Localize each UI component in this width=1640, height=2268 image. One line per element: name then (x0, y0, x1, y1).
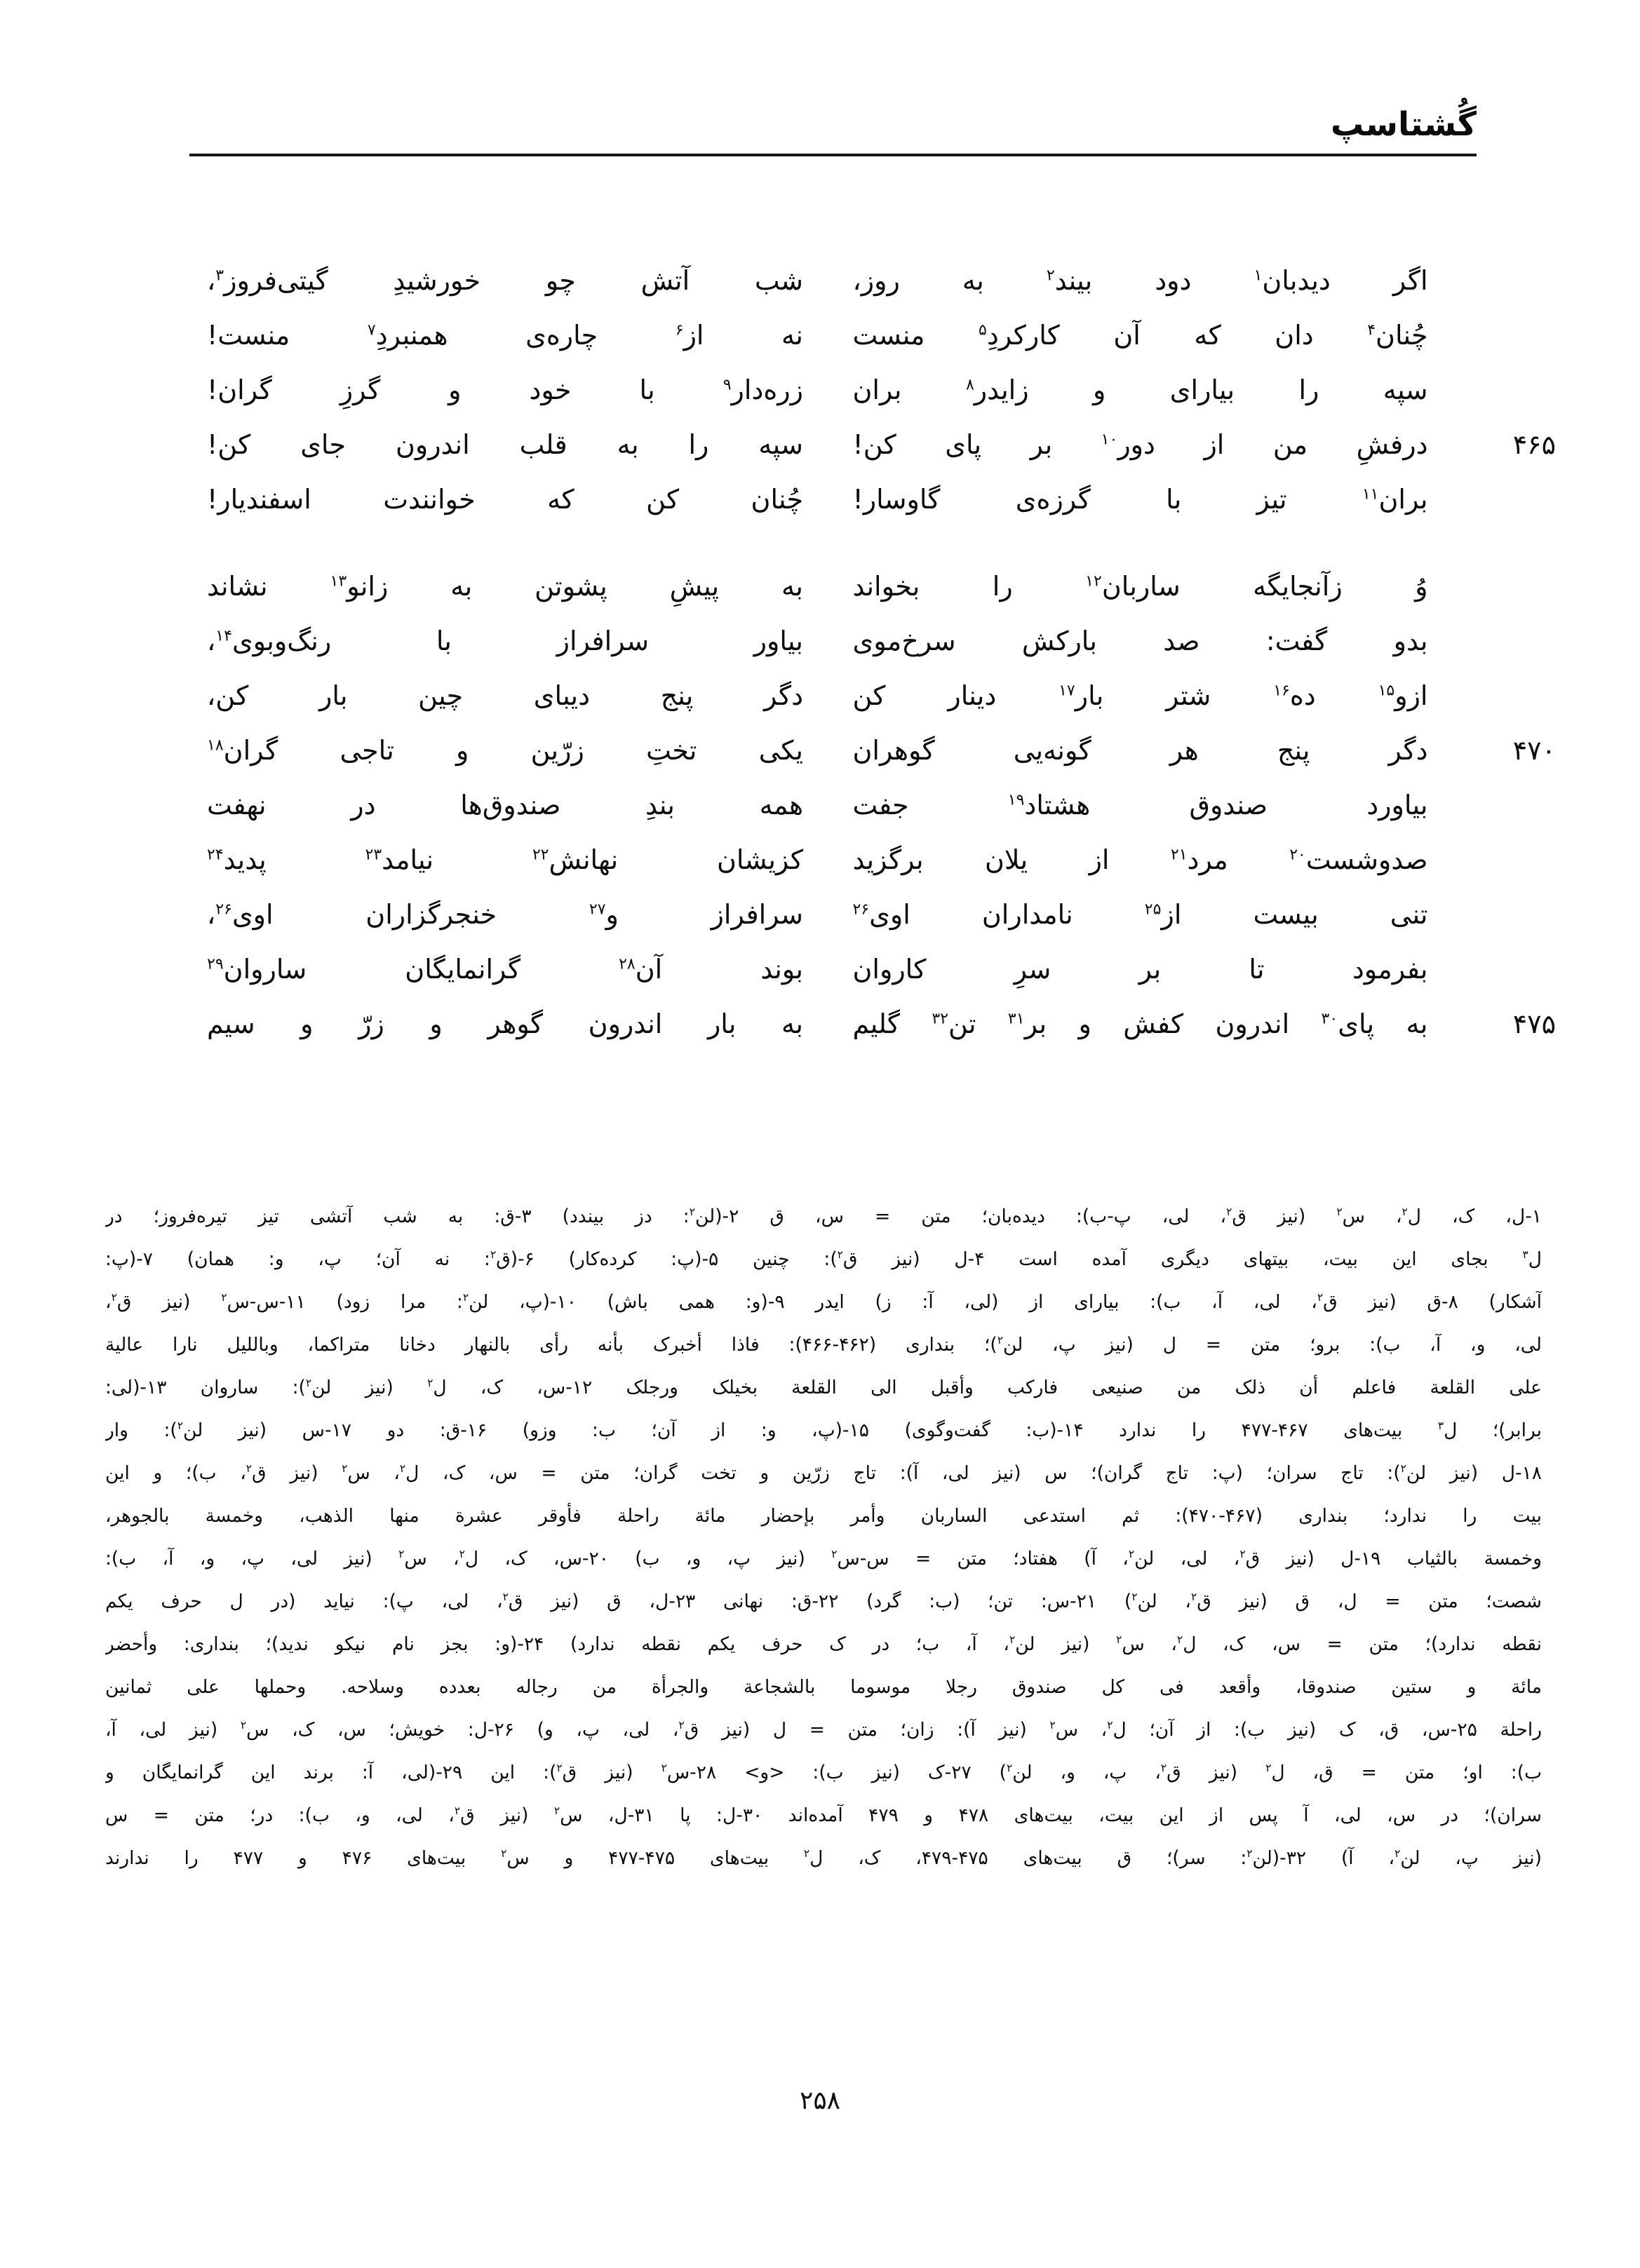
verse-number (1477, 559, 1556, 614)
verse-number (1477, 778, 1556, 832)
page-title: گُشتاسپ (1331, 105, 1477, 144)
couplet-row (207, 417, 1556, 472)
footnote-line: راحلة ۲۵-س، ق، ک (نیز ب): از آن؛ ل$^۲$، س$^۲$ (نیز آ): زان؛ متن = ل (نیز ق$^۲$، لی، پ، و) ۲۶-ل: خویش؛ س، ک، س$^۲$ (نیز لی، آ، (105, 1719, 1542, 1741)
footnote-line: سران)؛ در س، لی، آ پس از این بیت، بیت‌های ۴۷۸ و ۴۷۹ آمده‌اند ۳۰-ل: پا ۳۱-ل، س$^۲$ (نیز ق$^۲$، لی، و، ب): در؛ متن = س (105, 1804, 1542, 1826)
hemistich-right: اگر دیدبان$^۱$ دود بیند$^۲$ به روز، (852, 265, 1428, 296)
page-header (0, 0, 1640, 156)
verse-number (1477, 253, 1556, 308)
verse-number: ۴۶۵ (1512, 429, 1556, 460)
verse-number: ۴۷۰ (1512, 735, 1556, 766)
couplet-row (207, 887, 1556, 942)
couplet-row (207, 778, 1556, 832)
hemistich-left: چُنان کن که خوانندت اسفندیار! (207, 484, 803, 515)
hemistich-right: بدو گفت: صد بارکش سرخ‌موی (852, 626, 1428, 656)
footnote-line: بیت را ندارد؛ بنداری (۴۶۷-۴۷۰): ثم استدعی الساربان وأمر بإحضار مائة راحلة فأوقر عشرة منها الذهب، وخمسة بالجوهر، (105, 1505, 1542, 1527)
hemistich-left: همه بندِ صندوق‌ها در نهفت (207, 790, 803, 821)
hemistich-right: بران$^{۱۱}$ تیز با گرزه‌ی گاوسار! (852, 484, 1428, 515)
couplet-row (207, 363, 1556, 417)
couplet-row (207, 832, 1556, 887)
hemistich-left: دگر پنج دیبای چین بار کن، (207, 680, 803, 711)
hemistich-left: به پیشِ پشوتن به زانو$^{۱۳}$ نشاند (207, 571, 804, 602)
hemistich-left: به بار اندرون گوهر و زرّ و سیم (207, 1008, 803, 1039)
hemistich-left: بوند آن$^{۲۸}$ گرانمایگان ساروان$^{۲۹}$ (207, 954, 803, 985)
hemistich-right: چُنان$^۴$ دان که آن کارکردِ$^۵$ منست (852, 320, 1428, 351)
couplet-row (207, 559, 1556, 614)
hemistich-left: سرافراز و$^{۲۷}$ خنجرگزاران اوی$^{۲۶}$، (207, 899, 803, 930)
couplet-row (207, 253, 1556, 308)
footnote-line: شصت؛ متن = ل، ق (نیز ق$^۲$، لن$^۲$) ۲۱-س: تن؛ (ب: گرد) ۲۲-ق: نهانی ۲۳-ل، ق (نیز ق$^۲$، لی، پ): نیاید (در ل حرف یکم (105, 1591, 1542, 1612)
poem-section (207, 253, 1556, 1051)
verse-number (1477, 832, 1556, 887)
hemistich-right: به پای$^{۳۰}$ اندرون کفش و بر$^{۳۱}$ تن$^{۳۲}$ گلیم (852, 1008, 1428, 1039)
hemistich-left: سپه را به قلب اندرون جای کن! (207, 429, 803, 460)
verse-number (1477, 942, 1556, 997)
hemistich-left: یکی تختِ زرّین و تاجی گران$^{۱۸}$ (207, 735, 803, 766)
hemistich-left: کزیشان نهانش$^{۲۲}$ نیامد$^{۲۳}$ پدید$^{۲۴}$ (207, 844, 803, 875)
footnote-line: برابر)؛ ل$^۳$ بیت‌های ۴۶۷-۴۷۷ را ندارد ۱۴-(ب: گفت‌وگوی) ۱۵-(پ، و: از آن؛ ب: وزو) ۱۶-ق: دو ۱۷-س (نیز لن$^۲$): وار (105, 1419, 1542, 1441)
verse-number (1477, 887, 1556, 942)
hemistich-right: تنی بیست از$^{۲۵}$ نامداران اوی$^{۲۶}$ (852, 899, 1428, 930)
couplet-row (207, 614, 1556, 668)
footnote-line: ۱۸-ل (نیز لن$^۲$): تاج سران؛ (پ: تاج گران)؛ س (نیز لی، آ): تاج زرّین و تخت گران؛ متن = س، ک، ل$^۲$، س$^۲$ (نیز ق$^۲$، ب)؛ و این (105, 1462, 1542, 1484)
verse-number (1477, 614, 1556, 668)
footnote-line: ب): او؛ متن = ق، ل$^۲$ (نیز ق$^۲$، پ، و، لن$^۲$) ۲۷-ک (نیز ب): <و> ۲۸-س$^۲$ (نیز ق$^۲$): این ۲۹-(لی، آ: برند این گرانمایگان و (105, 1762, 1542, 1783)
couplet-row (207, 942, 1556, 997)
critical-apparatus (105, 1195, 1542, 1879)
hemistich-right: درفشِ من از دور$^{۱۰}$ بر پای کن! (852, 429, 1428, 460)
header-rule (189, 154, 1477, 156)
verse-number (1477, 472, 1556, 527)
hemistich-right: بفرمود تا بر سرِ کاروان (852, 954, 1428, 985)
hemistich-left: بیاور سرافراز با رنگ‌وبوی$^{۱۴}$، (207, 626, 803, 656)
footnote-line: نقطه ندارد)؛ متن = س، ک، ل$^۲$، س$^۲$ (نیز لن$^۲$، آ، ب؛ در ک حرف یکم نقطه ندارد) ۲۴-(و: بجز نام نیکو ندید)؛ بنداری: وأحضر (105, 1633, 1542, 1655)
hemistich-right: دگر پنج هر گونه‌یی گوهران (852, 735, 1428, 766)
couplet-row (207, 997, 1556, 1051)
footnote-line: ل$^۳$ بجای این بیت، بیتهای دیگری آمده است ۴-ل (نیز ق$^۲$): چنین ۵-(پ: کرده‌کار) ۶-(ق$^۲$: نه آن؛ پ، و: همان) ۷-(پ: (105, 1248, 1542, 1270)
couplet-row (207, 308, 1556, 363)
hemistich-right: صدوشست$^{۲۰}$ مرد$^{۲۱}$ از یلان برگزید (852, 844, 1428, 875)
verse-number (1477, 668, 1556, 723)
footnote-line: وخمسة بالثیاب ۱۹-ل (نیز ق$^۲$، لی، لن$^۲$، آ) هفتاد؛ متن = س-س$^۲$ (نیز پ، و، ب) ۲۰-س، ک، ل$^۲$، س$^۲$ (نیز لی، پ، و، آ، ب): (105, 1548, 1542, 1570)
page-number: ۲۵۸ (799, 2086, 840, 2115)
footnote-line: مائة و ستین صندوقا، وأقعد فی کل صندوق رجلا موسوما بالشجاعة والجرأة من رجاله بعدده وسلاحه. وحملها علی ثمانین (105, 1676, 1542, 1698)
couplet-row (207, 668, 1556, 723)
verse-number: ۴۷۵ (1512, 1008, 1556, 1039)
footnote-line: آشکار) ۸-ق (نیز ق$^۲$، لی، آ، ب): بیارای از (لی، آ: ز) ایدر ۹-(و: همی باش) ۱۰-(پ، لن$^۲$: مرا زود) ۱۱-س-س$^۲$ (نیز ق$^۲$، (105, 1291, 1542, 1313)
footnote-line: (نیز پ، لن$^۲$، آ) ۳۲-(لن$^۲$: سر)؛ ق بیت‌های ۴۷۵-۴۷۹، ک، ل$^۲$ بیت‌های ۴۷۵-۴۷۷ و س$^۲$ بیت‌های ۴۷۶ و ۴۷۷ را ندارند (105, 1847, 1542, 1869)
verse-number (1477, 308, 1556, 363)
hemistich-right: وُ زآنجایگه ساربان$^{۱۲}$ را بخواند (852, 571, 1428, 602)
couplet-row (207, 472, 1556, 527)
couplet-row (207, 723, 1556, 778)
hemistich-right: سپه را بیارای و زایدر$^۸$ بران (852, 374, 1428, 405)
footnote-line: علی القلعة فاعلم أن ذلک من صنیعی فارکب وأقبل الی القلعة بخیلک ورجلک ۱۲-س، ک، ل$^۲$ (نیز لن$^۲$): ساروان ۱۳-(لی: (105, 1377, 1542, 1398)
hemistich-left: زره‌دار$^۹$ با خود و گرزِ گران! (207, 374, 803, 405)
hemistich-left: شب آتش چو خورشیدِ گیتی‌فروز$^۳$، (207, 265, 803, 296)
hemistich-right: بیاورد صندوق هشتاد$^{۱۹}$ جفت (852, 790, 1428, 821)
hemistich-right: ازو$^{۱۵}$ ده$^{۱۶}$ شتر بار$^{۱۷}$ دینار کن (852, 680, 1428, 711)
footnote-line: لی، و، آ، ب): برو؛ متن = ل (نیز پ، لن$^۲$)؛ بنداری (۴۶۲-۴۶۶): فاذا أخبرک بأنه رأی بالنهار دخانا متراکما، وباللیل نارا عالیة (105, 1334, 1542, 1356)
footnote-line: ۱-ل، ک، ل$^۲$، س$^۲$ (نیز ق$^۲$، لی، پ-ب): دیده‌بان؛ متن = س، ق ۲-(لن$^۲$: دز بیندد) ۳-ق: به شب آتشی تیز تیره‌فروز؛ در (105, 1206, 1542, 1227)
verse-number (1477, 363, 1556, 417)
hemistich-left: نه از$^۶$ چاره‌ی همنبردِ$^۷$ منست! (207, 320, 804, 351)
